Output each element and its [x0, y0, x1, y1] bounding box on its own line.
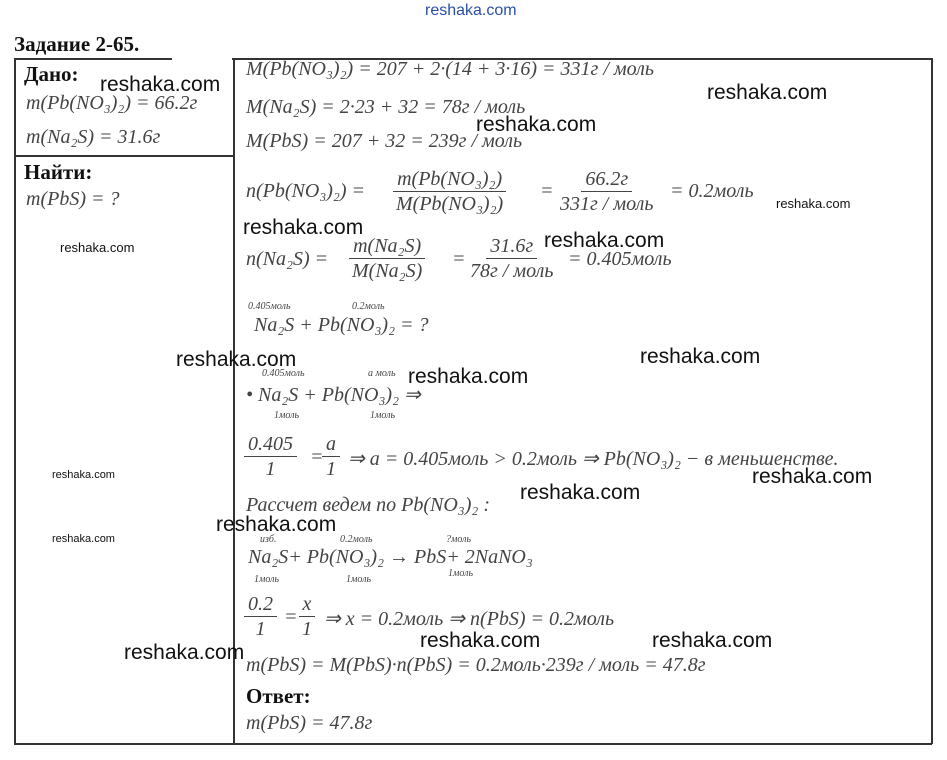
- n-pbno3-val-num: 66.2г: [581, 167, 632, 192]
- prop-den-1: 1: [255, 618, 266, 640]
- n-na2s-formula-fraction: [348, 234, 426, 283]
- watermark: reshaka.com: [707, 81, 828, 104]
- reaction-3: Na₂S+ Pb(NO₃)₂ → PbS+ 2NaNO₃: [248, 546, 533, 568]
- prop-fraction-2: [298, 592, 316, 641]
- prop-fraction-1: [244, 592, 277, 641]
- n-na2s-val-den: 78г / моль: [470, 260, 554, 282]
- react3-above-3: ?моль: [446, 534, 472, 545]
- answer-value: m(PbS) = 47.8г: [246, 712, 373, 734]
- ratio-num-1: 0.405: [244, 432, 297, 457]
- ratio-conclusion: ⇒ a = 0.405моль > 0.2моль ⇒ Pb(NO₃)₂ − в меньшенстве.: [348, 448, 839, 470]
- n-pbno3-den: M(Pb(NO₃)₂): [396, 193, 504, 215]
- watermark: reshaka.com: [420, 629, 541, 652]
- molar-mass-pbs: M(PbS) = 207 + 32 = 239г / моль: [246, 130, 523, 152]
- ratio-den-1: 1: [265, 458, 276, 480]
- n-na2s-val-num: 31.6г: [486, 234, 537, 259]
- prop-num-2: x: [299, 592, 316, 617]
- n-pbno3-result: = 0.2моль: [670, 180, 754, 202]
- react2-below-2: 1моль: [370, 410, 396, 421]
- answer-label: Ответ:: [246, 684, 311, 708]
- n-pbno3-val-den: 331г / моль: [560, 193, 654, 215]
- n-na2s-eq: =: [452, 248, 466, 270]
- calc-by-line: Рассчет ведем по Pb(NO₃)₂ :: [246, 494, 490, 516]
- watermark: reshaka.com: [60, 240, 135, 255]
- given-mass-pbno3: m(Pb(NO₃)₂) = 66.2г: [26, 92, 198, 114]
- prop-conclusion: ⇒ x = 0.2моль ⇒ n(PbS) = 0.2моль: [324, 608, 615, 630]
- ratio-fraction-2: [322, 432, 340, 481]
- n-pbno3-num: m(Pb(NO₃)₂): [393, 167, 506, 192]
- watermark: reshaka.com: [752, 465, 873, 488]
- react3-below-1: 1моль: [254, 574, 280, 585]
- task-title: Задание 2-65.: [14, 32, 140, 56]
- prop-num-1: 0.2: [244, 592, 277, 617]
- watermark: reshaka.com: [124, 641, 245, 664]
- n-pbno3-formula-fraction: [392, 167, 507, 216]
- frame-bottom: [14, 743, 932, 745]
- watermark: reshaka.com: [476, 113, 597, 136]
- prop-den-2: 1: [302, 618, 312, 640]
- react3-above-2: 0.2моль: [340, 534, 373, 545]
- given-label: Дано:: [24, 62, 79, 86]
- n-pbno3-lhs: n(Pb(NO₃)₂) =: [246, 180, 366, 202]
- watermark: reshaka.com: [216, 513, 337, 536]
- watermark: reshaka.com: [652, 629, 773, 652]
- n-na2s-den: M(Na₂S): [352, 260, 423, 282]
- watermark: reshaka.com: [100, 73, 221, 96]
- watermark: reshaka.com: [52, 469, 115, 481]
- watermark: reshaka.com: [520, 481, 641, 504]
- watermark: reshaka.com: [176, 348, 297, 371]
- react3-above-1: изб.: [260, 534, 277, 545]
- site-header-link[interactable]: reshaka.com: [425, 2, 517, 19]
- react2-above-2: a моль: [368, 368, 396, 379]
- ratio-num-2: a: [322, 432, 340, 457]
- molar-mass-na2s: M(Na₂S) = 2·23 + 32 = 78г / моль: [246, 96, 526, 118]
- watermark: reshaka.com: [243, 216, 364, 239]
- n-pbno3-eq: =: [540, 180, 554, 202]
- watermark: reshaka.com: [544, 229, 665, 252]
- molar-mass-pbno3: M(Pb(NO₃)₂) = 207 + 2·(14 + 3·16) = 331г / моль: [246, 58, 654, 80]
- watermark: reshaka.com: [52, 533, 115, 545]
- react3-below-3: 1моль: [448, 568, 474, 579]
- n-na2s-lhs: n(Na₂S) =: [246, 248, 329, 270]
- mass-pbs-calc: m(PbS) = M(PbS)·n(PbS) = 0.2моль·239г / моль = 47.8г: [246, 654, 706, 676]
- given-divider: [14, 155, 234, 157]
- frame-right: [931, 58, 933, 744]
- react2-above-1: 0.405моль: [262, 368, 305, 379]
- react3-below-2: 1моль: [346, 574, 372, 585]
- n-pbno3-value-fraction: [556, 167, 657, 216]
- find-label: Найти:: [24, 160, 93, 184]
- frame-left: [14, 58, 16, 744]
- frame-top-left: [14, 58, 172, 60]
- find-target: m(PbS) = ?: [26, 188, 120, 210]
- given-mass-na2s: m(Na₂S) = 31.6г: [26, 126, 161, 148]
- reaction-2: • Na₂S + Pb(NO₃)₂ ⇒: [246, 384, 421, 406]
- prop-eq: =: [284, 606, 298, 628]
- ratio-den-2: 1: [326, 458, 336, 480]
- watermark: reshaka.com: [640, 345, 761, 368]
- n-na2s-result: = 0.405моль: [568, 248, 672, 270]
- watermark: reshaka.com: [776, 196, 851, 211]
- watermark: reshaka.com: [408, 365, 529, 388]
- react2-below-1: 1моль: [274, 410, 300, 421]
- reaction-1: Na₂S + Pb(NO₃)₂ = ?: [254, 314, 429, 336]
- react1-above-2: 0.2моль: [352, 301, 385, 312]
- ratio-fraction-1: [244, 432, 297, 481]
- react1-above-1: 0.405моль: [248, 301, 291, 312]
- n-na2s-num: m(Na₂S): [349, 234, 425, 259]
- ratio-eq: =: [310, 446, 324, 468]
